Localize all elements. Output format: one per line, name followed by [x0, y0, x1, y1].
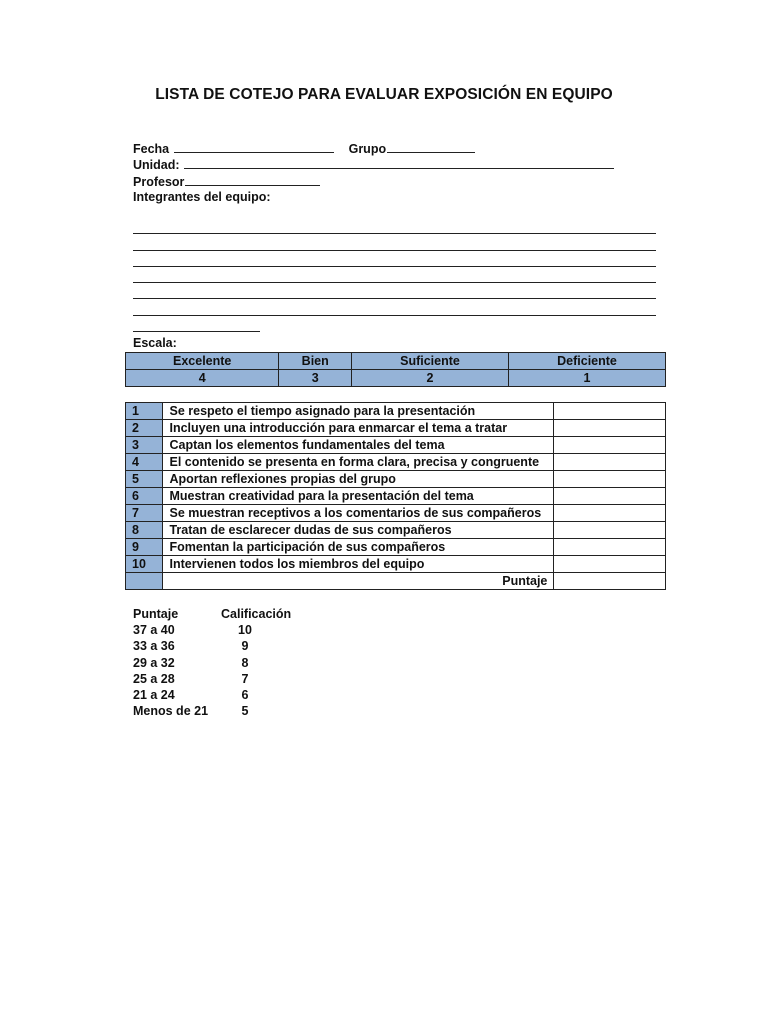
criterion-text: Muestran creatividad para la presentación del tema	[163, 488, 554, 505]
criterion-text: Aportan reflexiones propias del grupo	[163, 471, 554, 488]
puntaje-blank-cell	[126, 573, 163, 590]
integrantes-lines	[133, 218, 656, 332]
table-row	[126, 539, 666, 556]
puntaje-row	[126, 573, 666, 590]
list-item	[133, 638, 291, 654]
grades-header-calificacion: Calificación	[221, 607, 292, 621]
unidad-row	[133, 156, 614, 172]
integrantes-label: Integrantes del equipo:	[133, 189, 271, 204]
criterion-score-cell[interactable]	[554, 420, 666, 437]
unidad-label: Unidad:	[133, 158, 180, 173]
grade-value: 8	[241, 655, 249, 670]
integrante-line[interactable]	[133, 267, 656, 283]
integrante-line[interactable]	[133, 251, 656, 267]
criterion-text: Se muestran receptivos a los comentarios de sus compañeros	[163, 505, 554, 522]
criterion-number: 3	[126, 437, 163, 454]
list-item	[133, 622, 291, 638]
table-row	[126, 556, 666, 573]
grade-value: 7	[241, 671, 249, 686]
criterion-score-cell[interactable]	[554, 488, 666, 505]
criterion-number: 8	[126, 522, 163, 539]
profesor-row	[133, 173, 614, 189]
list-item	[133, 655, 291, 671]
profesor-field[interactable]	[185, 173, 320, 186]
escala-header-row	[126, 353, 666, 370]
escala-value: 2	[352, 370, 509, 387]
table-row	[126, 454, 666, 471]
escala-value: 4	[126, 370, 279, 387]
criterion-score-cell[interactable]	[554, 454, 666, 471]
criterion-score-cell[interactable]	[554, 522, 666, 539]
grade-value: 5	[241, 704, 249, 719]
grade-value: 9	[241, 639, 249, 654]
grade-range: 37 a 40	[133, 623, 175, 638]
criterion-number: 10	[126, 556, 163, 573]
escala-label: Escala:	[133, 336, 177, 350]
criterion-score-cell[interactable]	[554, 471, 666, 488]
criterion-text: Tratan de esclarecer dudas de sus compañeros	[163, 522, 554, 539]
list-item	[133, 671, 291, 687]
criterion-score-cell[interactable]	[554, 403, 666, 420]
criterion-text: Fomentan la participación de sus compañeros	[163, 539, 554, 556]
escala-header: Excelente	[126, 353, 279, 370]
criterion-score-cell[interactable]	[554, 556, 666, 573]
integrante-line[interactable]	[133, 218, 656, 234]
criterion-number: 2	[126, 420, 163, 437]
criterion-number: 1	[126, 403, 163, 420]
escala-header: Suficiente	[352, 353, 509, 370]
grade-value: 6	[241, 687, 249, 702]
fecha-grupo-row	[133, 140, 614, 156]
grade-range: 21 a 24	[133, 687, 175, 702]
integrantes-row	[133, 189, 614, 205]
grupo-field[interactable]	[387, 140, 475, 153]
criterion-number: 4	[126, 454, 163, 471]
criterion-text: Incluyen una introducción para enmarcar el tema a tratar	[163, 420, 554, 437]
escala-header: Bien	[279, 353, 352, 370]
integrante-line[interactable]	[133, 316, 260, 332]
criterion-number: 5	[126, 471, 163, 488]
grade-range: 33 a 36	[133, 639, 175, 654]
table-row	[126, 522, 666, 539]
criterion-text: El contenido se presenta en forma clara, precisa y congruente	[163, 454, 554, 471]
criterion-number: 9	[126, 539, 163, 556]
integrante-line[interactable]	[133, 299, 656, 315]
list-item	[133, 703, 291, 719]
criteria-table	[125, 402, 666, 590]
criterion-text: Captan los elementos fundamentales del tema	[163, 437, 554, 454]
escala-header: Deficiente	[509, 353, 666, 370]
escala-value: 1	[509, 370, 666, 387]
criterion-text: Se respeto el tiempo asignado para la presentación	[163, 403, 554, 420]
escala-table	[125, 352, 666, 387]
puntaje-label: Puntaje	[163, 573, 554, 590]
escala-value: 3	[279, 370, 352, 387]
grades-header-puntaje: Puntaje	[133, 607, 179, 621]
grade-range: Menos de 21	[133, 704, 209, 719]
criterion-number: 7	[126, 505, 163, 522]
criterion-text: Intervienen todos los miembros del equipo	[163, 556, 554, 573]
profesor-label: Profesor	[133, 174, 185, 189]
integrante-line[interactable]	[133, 283, 656, 299]
criterion-score-cell[interactable]	[554, 505, 666, 522]
unidad-field[interactable]	[184, 156, 614, 169]
integrante-line[interactable]	[133, 234, 656, 250]
puntaje-total-cell[interactable]	[554, 573, 666, 590]
fecha-field[interactable]	[174, 140, 334, 153]
table-row	[126, 437, 666, 454]
grades-header-row	[133, 606, 291, 622]
criterion-score-cell[interactable]	[554, 539, 666, 556]
escala-value-row	[126, 370, 666, 387]
grade-range: 25 a 28	[133, 671, 175, 686]
grupo-label: Grupo	[348, 142, 387, 156]
page-title: LISTA DE COTEJO PARA EVALUAR EXPOSICIÓN EN EQUIPO	[155, 86, 613, 103]
criterion-number: 6	[126, 488, 163, 505]
list-item	[133, 687, 291, 703]
table-row	[126, 488, 666, 505]
grade-range: 29 a 32	[133, 655, 175, 670]
grades-table	[133, 606, 291, 719]
table-row	[126, 505, 666, 522]
fecha-label: Fecha	[133, 142, 170, 156]
criterion-score-cell[interactable]	[554, 437, 666, 454]
header-fields	[133, 140, 614, 205]
table-row	[126, 471, 666, 488]
grade-value: 10	[238, 623, 252, 638]
table-row	[126, 403, 666, 420]
table-row	[126, 420, 666, 437]
